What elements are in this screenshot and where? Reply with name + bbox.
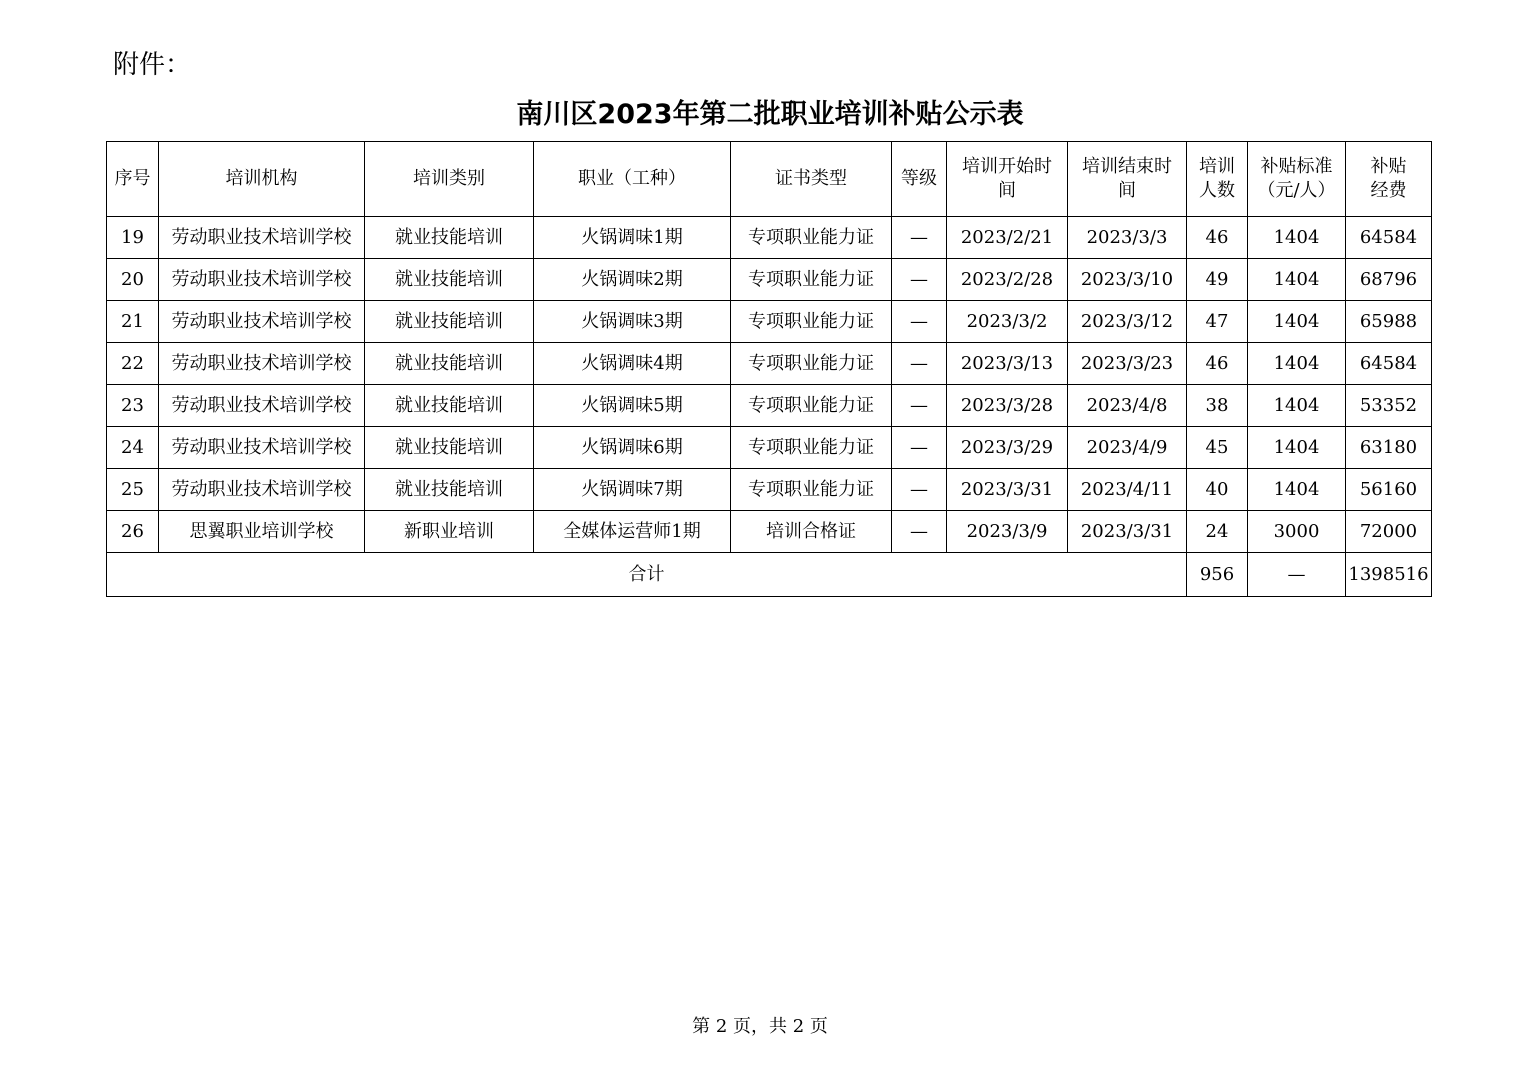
cell-count: 46 <box>1187 343 1248 385</box>
header-start: 培训开始时 间 <box>947 142 1068 217</box>
cell-seq: 26 <box>107 511 159 553</box>
header-end: 培训结束时 间 <box>1068 142 1187 217</box>
cell-seq: 24 <box>107 427 159 469</box>
cell-std: 3000 <box>1248 511 1346 553</box>
cell-seq: 21 <box>107 301 159 343</box>
cell-start: 2023/2/21 <box>947 217 1068 259</box>
cell-org: 劳动职业技术培训学校 <box>159 217 365 259</box>
cell-std: 1404 <box>1248 469 1346 511</box>
cell-seq: 23 <box>107 385 159 427</box>
cell-org: 劳动职业技术培训学校 <box>159 301 365 343</box>
cell-fee: 63180 <box>1346 427 1432 469</box>
cell-cert: 专项职业能力证 <box>731 469 892 511</box>
cell-seq: 25 <box>107 469 159 511</box>
header-cert: 证书类型 <box>731 142 892 217</box>
cell-start: 2023/3/13 <box>947 343 1068 385</box>
cell-org: 劳动职业技术培训学校 <box>159 427 365 469</box>
cell-level: — <box>892 217 947 259</box>
table-row <box>107 301 1432 343</box>
cell-fee: 68796 <box>1346 259 1432 301</box>
cell-count: 46 <box>1187 217 1248 259</box>
cell-category: 就业技能培训 <box>365 469 534 511</box>
cell-occupation: 全媒体运营师1期 <box>534 511 731 553</box>
cell-cert: 专项职业能力证 <box>731 343 892 385</box>
header-seq: 序号 <box>107 142 159 217</box>
cell-std: 1404 <box>1248 217 1346 259</box>
cell-occupation: 火锅调味2期 <box>534 259 731 301</box>
total-count: 956 <box>1187 553 1248 597</box>
cell-level: — <box>892 343 947 385</box>
table-row <box>107 427 1432 469</box>
cell-org: 劳动职业技术培训学校 <box>159 343 365 385</box>
cell-category: 就业技能培训 <box>365 427 534 469</box>
cell-end: 2023/4/8 <box>1068 385 1187 427</box>
cell-std: 1404 <box>1248 343 1346 385</box>
cell-end: 2023/3/23 <box>1068 343 1187 385</box>
cell-cert: 专项职业能力证 <box>731 427 892 469</box>
cell-level: — <box>892 259 947 301</box>
cell-count: 45 <box>1187 427 1248 469</box>
cell-level: — <box>892 469 947 511</box>
table-row <box>107 511 1432 553</box>
cell-level: — <box>892 427 947 469</box>
table-header-row <box>107 142 1432 217</box>
cell-level: — <box>892 511 947 553</box>
cell-end: 2023/3/10 <box>1068 259 1187 301</box>
cell-occupation: 火锅调味6期 <box>534 427 731 469</box>
header-category: 培训类别 <box>365 142 534 217</box>
cell-seq: 22 <box>107 343 159 385</box>
cell-fee: 53352 <box>1346 385 1432 427</box>
cell-start: 2023/3/9 <box>947 511 1068 553</box>
cell-occupation: 火锅调味7期 <box>534 469 731 511</box>
cell-start: 2023/3/29 <box>947 427 1068 469</box>
cell-category: 新职业培训 <box>365 511 534 553</box>
cell-end: 2023/3/31 <box>1068 511 1187 553</box>
cell-occupation: 火锅调味3期 <box>534 301 731 343</box>
cell-cert: 专项职业能力证 <box>731 259 892 301</box>
cell-std: 1404 <box>1248 385 1346 427</box>
page-title: 南川区2023年第二批职业培训补贴公示表 <box>516 99 1024 130</box>
cell-count: 24 <box>1187 511 1248 553</box>
cell-fee: 64584 <box>1346 343 1432 385</box>
cell-count: 49 <box>1187 259 1248 301</box>
cell-cert: 培训合格证 <box>731 511 892 553</box>
cell-start: 2023/2/28 <box>947 259 1068 301</box>
cell-category: 就业技能培训 <box>365 343 534 385</box>
cell-std: 1404 <box>1248 301 1346 343</box>
cell-category: 就业技能培训 <box>365 259 534 301</box>
header-std: 补贴标准 （元/人） <box>1248 142 1346 217</box>
cell-seq: 19 <box>107 217 159 259</box>
cell-occupation: 火锅调味1期 <box>534 217 731 259</box>
cell-seq: 20 <box>107 259 159 301</box>
cell-occupation: 火锅调味5期 <box>534 385 731 427</box>
header-org: 培训机构 <box>159 142 365 217</box>
header-occupation: 职业（工种） <box>534 142 731 217</box>
cell-std: 1404 <box>1248 427 1346 469</box>
header-count: 培训 人数 <box>1187 142 1248 217</box>
cell-org: 劳动职业技术培训学校 <box>159 385 365 427</box>
cell-cert: 专项职业能力证 <box>731 301 892 343</box>
page-footer: 第 2 页，共 2 页 <box>692 1016 828 1037</box>
cell-fee: 72000 <box>1346 511 1432 553</box>
cell-level: — <box>892 385 947 427</box>
cell-start: 2023/3/2 <box>947 301 1068 343</box>
header-fee: 补贴 经费 <box>1346 142 1432 217</box>
cell-cert: 专项职业能力证 <box>731 385 892 427</box>
cell-org: 劳动职业技术培训学校 <box>159 469 365 511</box>
cell-org: 劳动职业技术培训学校 <box>159 259 365 301</box>
table-row <box>107 259 1432 301</box>
cell-cert: 专项职业能力证 <box>731 217 892 259</box>
total-fee: 1398516 <box>1346 553 1432 597</box>
table-row <box>107 469 1432 511</box>
cell-category: 就业技能培训 <box>365 385 534 427</box>
attachment-label: 附件： <box>113 50 192 80</box>
cell-end: 2023/3/12 <box>1068 301 1187 343</box>
cell-count: 47 <box>1187 301 1248 343</box>
cell-org: 思翼职业培训学校 <box>159 511 365 553</box>
cell-end: 2023/3/3 <box>1068 217 1187 259</box>
cell-fee: 64584 <box>1346 217 1432 259</box>
total-row <box>107 553 1432 597</box>
cell-end: 2023/4/11 <box>1068 469 1187 511</box>
table-row <box>107 217 1432 259</box>
cell-fee: 56160 <box>1346 469 1432 511</box>
cell-start: 2023/3/31 <box>947 469 1068 511</box>
cell-occupation: 火锅调味4期 <box>534 343 731 385</box>
cell-fee: 65988 <box>1346 301 1432 343</box>
cell-end: 2023/4/9 <box>1068 427 1187 469</box>
header-level: 等级 <box>892 142 947 217</box>
table-row <box>107 385 1432 427</box>
cell-category: 就业技能培训 <box>365 217 534 259</box>
cell-count: 40 <box>1187 469 1248 511</box>
total-label: 合计 <box>107 553 1187 597</box>
cell-category: 就业技能培训 <box>365 301 534 343</box>
cell-start: 2023/3/28 <box>947 385 1068 427</box>
table-row <box>107 343 1432 385</box>
cell-level: — <box>892 301 947 343</box>
cell-std: 1404 <box>1248 259 1346 301</box>
cell-count: 38 <box>1187 385 1248 427</box>
subsidy-table <box>106 141 1432 597</box>
total-std: — <box>1248 553 1346 597</box>
